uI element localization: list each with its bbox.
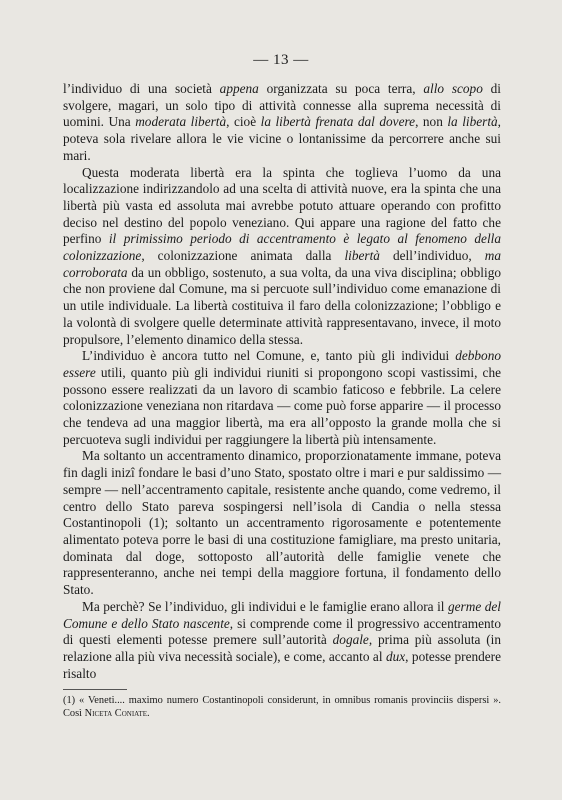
paragraph: [63, 348, 501, 448]
text-run: , colonizzazione animata dalla: [141, 248, 345, 264]
text-run: , poteva sola rivelare allora le vie vicine o lontanissime da percorrere anche sui mari.: [63, 114, 501, 163]
page-number: — 13 —: [253, 52, 309, 68]
text-run: organizzata su poca terra,: [258, 81, 424, 96]
footnote-author: Niceta Coniate: [84, 708, 148, 719]
footnote-marker: (1): [63, 695, 76, 706]
text-run: da un obbligo, sostenuto, a sua volta, da una viva disciplina; obbligo che non proviene dal Comune, ma si percuote sull’individuo come emanazione di un utile individuale. La libertà costituiva il faro della colonizzazione; l’obbligo e la volontà di svolgere quelle determinate attività rappresentavano, invece, il moto propulsore, l’elemento dinamico della stessa.: [63, 264, 501, 347]
footnote-rule: [63, 689, 127, 690]
text-run: dell’individuo,: [379, 248, 485, 264]
text-run: Questa moderata libertà era la spinta che toglieva l’uomo da una localizzazione indirizzandolo ad una scelta di attività nuove, era la spinta che una libertà più vasta ed assoluta mai avrebbe potuto attuare operando con profitto deciso nel destino del popolo veneziano. Qui appare una ragione del fatto che perfino: [63, 164, 501, 247]
text-run: Ma perchè? Se l’individuo, gli individui e le famiglie erano allora il: [82, 598, 448, 614]
paragraph: [63, 81, 501, 165]
paragraph: [63, 448, 501, 598]
text-run: di svolgere, magari, un solo tipo di attività connesse alla suprema necessità di uomini. Una: [63, 81, 501, 130]
text-run: l’individuo di una società: [63, 81, 220, 96]
paragraph: [63, 165, 501, 349]
text-run: , non: [415, 114, 448, 130]
italic-run: dux: [385, 648, 406, 664]
body-text: [63, 81, 501, 682]
italic-run: dogale: [332, 632, 369, 648]
italic-run: la libertà frenata dal dovere: [260, 114, 416, 130]
italic-run: appena: [219, 81, 259, 96]
italic-run: debbono essere: [63, 348, 501, 380]
footnote-text: « Veneti.... maximo numero Costantinopoli considerunt, in omnibus romanis provinciis dispersi ». Così: [63, 695, 501, 719]
italic-run: germe del Comune e dello Stato nascente: [63, 598, 501, 631]
italic-run: libertà: [344, 248, 380, 264]
text-run: , cioè: [226, 114, 261, 130]
text-run: utili, quanto più gli individui riuniti si propongono scopi vastissimi, che possono essere realizzati da un lavoro di scambio faticoso e febbrile. La celere colonizzazione veneziana non ritardava — come può forse apparire — il processo che tendeva ad una maggior libertà, ma era all’opposto la grande molla che si percuoteva sugli individui per raggiungere la libertà più intensamente.: [63, 364, 501, 447]
text-run: Ma soltanto un accentramento dinamico, proporzionatamente immane, poteva fin dagli inizî fondare le basi d’uno Stato, spostato oltre i mari e pur saldissimo — sempre — nell’accentramento capitale, resistente anche quando, come vedremo, il centro dello Stato pareva sospingersi nell’isola di Candia o nella stessa Costantinopoli (1); soltanto un accentramento rigorosamente e potentemente alimentato poteva porre le basi di una costituzione famigliare, ma presto unitaria, dominata dal doge, sottoposto all’autorità delle famiglie venete che rappresenteranno, anche nei tempi della maggiore fortuna, il fondamento dello Stato.: [63, 448, 501, 598]
text-run: L’individuo è ancora tutto nel Comune, e, tanto più gli individui: [82, 348, 456, 364]
text-run: , prima più assoluta (in relazione alla più viva necessità sociale), e come, accanto al: [63, 632, 501, 664]
italic-run: il primissimo periodo di accentramento è legato al fenomeno della colonizzazione: [63, 231, 501, 264]
italic-run: ma corroborata: [63, 248, 501, 280]
text-run: , potesse prendere risalto: [63, 648, 502, 681]
italic-run: la libertà: [447, 114, 498, 130]
footnote: [63, 694, 501, 720]
footnote-end: .: [147, 708, 150, 719]
italic-run: allo scopo: [423, 81, 483, 96]
italic-run: moderata libertà: [135, 114, 227, 130]
text-run: , si comprende come il progressivo accentramento di questi elementi potesse premere sull’autorità: [63, 615, 501, 648]
paragraph: [63, 599, 501, 683]
